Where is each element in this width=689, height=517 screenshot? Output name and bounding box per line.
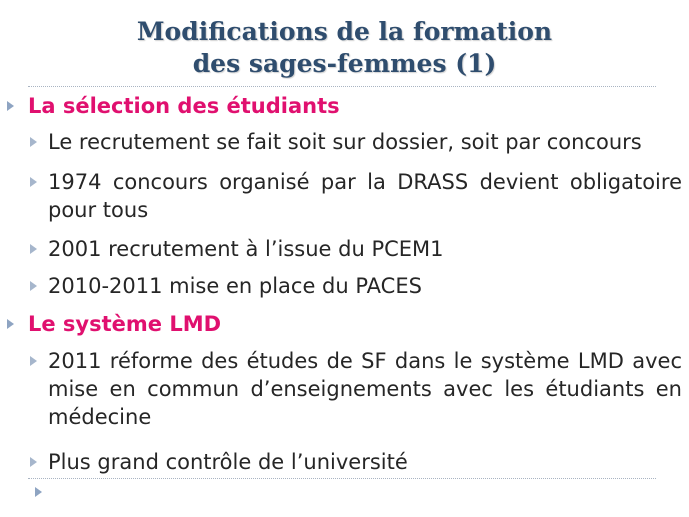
list-item-text: 2011 réforme des études de SF dans le système LMD avec mise en commun d’enseignements avec les étudiants en médecine xyxy=(48,349,682,429)
list-item xyxy=(48,168,682,224)
triangle-right-icon xyxy=(7,101,14,111)
triangle-right-icon xyxy=(30,356,37,366)
title-line-2: des sages-femmes (1) xyxy=(192,49,497,78)
triangle-right-icon xyxy=(7,319,14,329)
list-item xyxy=(48,128,682,156)
list-item-text: Le recrutement se fait soit sur dossier, soit par concours xyxy=(48,130,642,154)
section-heading-label: La sélection des étudiants xyxy=(28,94,340,118)
title-divider xyxy=(28,86,656,87)
title-line-1: Modifications de la formation xyxy=(136,17,553,46)
list-item-text: 2010-2011 mise en place du PACES xyxy=(48,274,422,298)
footer-divider xyxy=(28,478,656,479)
list-item xyxy=(48,235,682,263)
list-item-text: Plus grand contrôle de l’université xyxy=(48,450,408,474)
slide-title xyxy=(0,16,689,80)
section-heading-label: Le système LMD xyxy=(28,312,222,336)
list-item-text: 2001 recrutement à l’issue du PCEM1 xyxy=(48,237,444,261)
list-item xyxy=(48,448,682,476)
list-item xyxy=(48,347,682,431)
list-item-text: 1974 concours organisé par la DRASS devient obligatoire pour tous xyxy=(48,170,682,222)
triangle-right-icon xyxy=(35,487,42,497)
list-item xyxy=(48,272,682,300)
triangle-right-icon xyxy=(30,281,37,291)
section-heading-selection xyxy=(28,92,668,120)
triangle-right-icon xyxy=(30,457,37,467)
section-heading-lmd xyxy=(28,310,668,338)
triangle-right-icon xyxy=(30,137,37,147)
triangle-right-icon xyxy=(30,177,37,187)
triangle-right-icon xyxy=(30,244,37,254)
